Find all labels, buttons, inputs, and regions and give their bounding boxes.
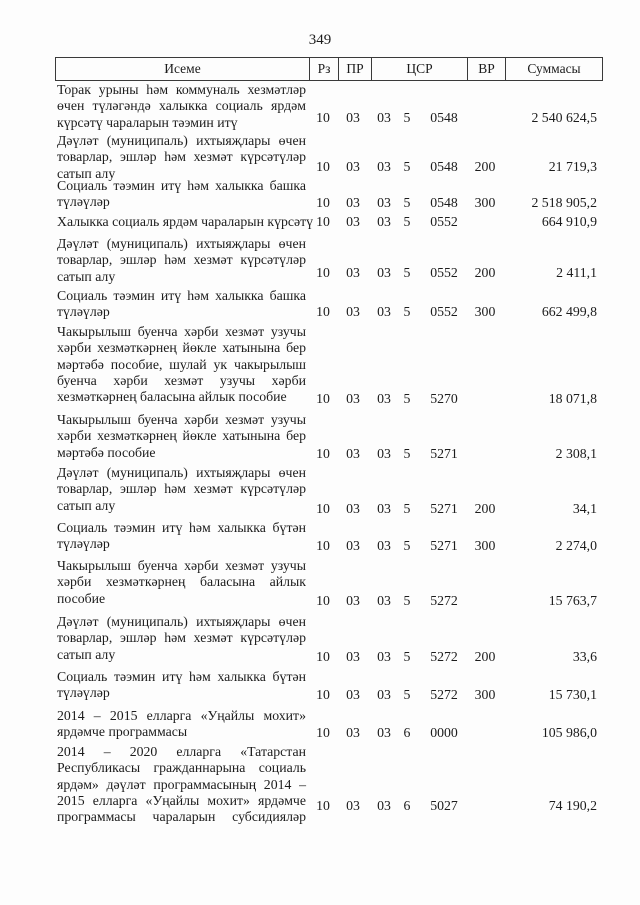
csr-section-cell: 03	[377, 446, 391, 461]
row-name-line: түләүләр	[57, 194, 110, 210]
sum-cell: 664 910,9	[541, 214, 597, 229]
row-name-line: ярдәм» дәүләт программасының 2014 –	[57, 776, 306, 792]
header-pr: ПР	[338, 58, 371, 80]
rz-cell: 10	[316, 304, 330, 319]
rz-cell: 10	[316, 265, 330, 280]
csr-code-cell: 0548	[430, 195, 458, 210]
vr-cell	[468, 593, 502, 609]
sum-cell: 74 190,2	[548, 798, 597, 813]
csr-section-cell: 03	[377, 798, 391, 813]
rz-cell: 10	[316, 649, 330, 664]
row-name-line: 2015 елларга «Уңайлы мохит» ярдәмче	[57, 792, 306, 808]
csr-program-cell: 5	[403, 649, 411, 664]
vr-cell	[468, 725, 502, 741]
vr-cell: 200	[474, 265, 496, 280]
pr-cell: 03	[346, 446, 360, 461]
csr-code-cell: 5272	[430, 649, 458, 664]
csr-code-cell: 0552	[430, 265, 458, 280]
csr-code-cell: 5271	[430, 501, 458, 516]
csr-program-cell: 5	[403, 265, 411, 280]
sum-cell: 33,6	[572, 649, 597, 664]
csr-section-cell: 03	[377, 538, 391, 553]
sum-cell: 662 499,8	[541, 304, 597, 319]
row-name-line: буенча хәрби хезмәт узучы хәрби	[57, 372, 306, 388]
pr-cell: 03	[346, 265, 360, 280]
row-name	[57, 412, 306, 461]
csr-code-cell: 0548	[430, 110, 458, 125]
row-name-line: Дәүләт (муниципаль) ихтыяҗлары өчен	[57, 465, 306, 480]
row-name	[57, 614, 306, 663]
sum-cell: 2 274,0	[555, 538, 597, 553]
pr-cell: 03	[346, 214, 360, 229]
row-name-line: түләүләр	[57, 536, 110, 552]
pr-cell: 03	[346, 687, 360, 702]
rz-cell: 10	[316, 501, 330, 516]
pr-cell: 03	[346, 798, 360, 813]
rz-cell: 10	[316, 446, 330, 461]
row-name-line: 2014 – 2020 елларга «Татарстан	[57, 744, 306, 759]
vr-cell	[468, 110, 502, 126]
row-name	[57, 133, 306, 182]
vr-cell	[468, 214, 502, 230]
pr-cell: 03	[346, 593, 360, 608]
row-name-line: Чакырылыш буенча хәрби хезмәт узучы	[57, 558, 306, 573]
row-name	[57, 324, 306, 405]
csr-section-cell: 03	[377, 501, 391, 516]
pr-cell: 03	[346, 195, 360, 210]
row-name-line: ярдәмче программасы	[57, 724, 188, 740]
row-name-line: Халыкка социаль ярдәм чараларын күрсәтү	[57, 214, 314, 229]
csr-program-cell: 5	[403, 195, 411, 210]
pr-cell: 03	[346, 304, 360, 319]
row-name	[57, 558, 306, 607]
csr-section-cell: 03	[377, 159, 391, 174]
csr-code-cell: 0548	[430, 159, 458, 174]
sum-cell: 15 763,7	[548, 593, 597, 608]
csr-code-cell: 5270	[430, 391, 458, 406]
vr-cell	[468, 391, 502, 407]
row-name	[57, 465, 306, 514]
vr-cell: 300	[474, 195, 496, 210]
row-name	[57, 236, 306, 285]
row-name	[57, 288, 306, 321]
row-name-line: пособие	[57, 590, 106, 606]
row-name-line: сатып алу	[57, 497, 116, 513]
row-name-line: Республикасы гражданнарына социаль	[57, 760, 306, 776]
rz-cell: 10	[316, 391, 330, 406]
csr-code-cell: 0000	[430, 725, 458, 740]
header-rz: Рз	[309, 58, 338, 80]
csr-program-cell: 5	[403, 501, 411, 516]
row-name-line: түләүләр	[57, 304, 110, 320]
row-name-line: Чакырылыш буенча хәрби хезмәт узучы	[57, 324, 306, 339]
row-name-line: Дәүләт (муниципаль) ихтыяҗлары өчен	[57, 236, 306, 251]
row-name	[57, 708, 306, 741]
row-name	[57, 669, 306, 702]
csr-section-cell: 03	[377, 649, 391, 664]
csr-section-cell: 03	[377, 214, 391, 229]
row-name-line: Дәүләт (муниципаль) ихтыяҗлары өчен	[57, 614, 306, 629]
csr-section-cell: 03	[377, 195, 391, 210]
row-name-line: товарлар, эшләр һәм хезмәт күрсәтүләр	[57, 252, 306, 268]
csr-section-cell: 03	[377, 725, 391, 740]
csr-code-cell: 5027	[430, 798, 458, 813]
vr-cell: 200	[474, 501, 496, 516]
csr-program-cell: 5	[403, 446, 411, 461]
row-name-line: өчен түләгәндә халыкка социаль ярдәм	[57, 98, 306, 114]
row-name-line: сатып алу	[57, 268, 116, 284]
vr-cell: 300	[474, 687, 496, 702]
row-name-line: түләүләр	[57, 685, 110, 701]
vr-cell: 300	[474, 304, 496, 319]
rz-cell: 10	[316, 538, 330, 553]
row-name-line: сатып алу	[57, 165, 116, 181]
row-name-line: Дәүләт (муниципаль) ихтыяҗлары өчен	[57, 133, 306, 148]
row-name-line: Социаль тәэмин итү һәм халыкка башка	[57, 288, 306, 303]
row-name	[57, 520, 306, 553]
table-header	[55, 57, 603, 81]
csr-section-cell: 03	[377, 687, 391, 702]
csr-code-cell: 0552	[430, 214, 458, 229]
vr-cell: 300	[474, 538, 496, 553]
pr-cell: 03	[346, 391, 360, 406]
rz-cell: 10	[316, 687, 330, 702]
rz-cell: 10	[316, 110, 330, 125]
row-name-line: 2014 – 2015 елларга «Уңайлы мохит»	[57, 708, 306, 723]
page-number: 349	[308, 32, 332, 48]
vr-cell	[468, 446, 502, 462]
pr-cell: 03	[346, 725, 360, 740]
row-name-line: товарлар, эшләр һәм хезмәт күрсәтүләр	[57, 630, 306, 646]
row-name-line: хәрби хезмәткәрнең йөкле хатынына бер	[57, 428, 306, 444]
row-name-line: Социаль тәэмин итү һәм халыкка бүтән	[57, 669, 306, 684]
row-name	[57, 214, 314, 230]
csr-code-cell: 5272	[430, 687, 458, 702]
header-vr: ВР	[467, 58, 505, 80]
rz-cell: 10	[316, 195, 330, 210]
row-name-line: күрсәтү чараларын тәэмин итү	[57, 114, 238, 130]
sum-cell: 2 540 624,5	[531, 110, 597, 125]
csr-program-cell: 5	[403, 538, 411, 553]
header-name: Исеме	[164, 61, 201, 76]
row-name-line: мәртәбә пособие	[57, 444, 156, 460]
sum-cell: 2 308,1	[555, 446, 597, 461]
sum-cell: 18 071,8	[548, 391, 597, 406]
vr-cell: 200	[474, 159, 496, 174]
csr-section-cell: 03	[377, 265, 391, 280]
csr-code-cell: 0552	[430, 304, 458, 319]
csr-program-cell: 6	[403, 725, 411, 740]
sum-cell: 2 411,1	[556, 265, 597, 280]
pr-cell: 03	[346, 110, 360, 125]
row-name-line: хәрби хезмәткәрнең баласына айлык	[57, 574, 306, 590]
rz-cell: 10	[316, 159, 330, 174]
row-name-line: Торак урыны һәм коммуналь хезмәтләр	[57, 82, 306, 97]
row-name-line: Социаль тәэмин итү һәм халыкка бүтән	[57, 520, 306, 535]
row-name-line: хәрби хезмәткәрнең йөкле хатынына бер	[57, 340, 306, 356]
pr-cell: 03	[346, 501, 360, 516]
sum-cell: 105 986,0	[541, 725, 597, 740]
csr-code-cell: 5272	[430, 593, 458, 608]
row-name	[57, 178, 306, 211]
row-name-line: хезмәткәрнең баласына айлык пособие	[57, 389, 287, 405]
csr-section-cell: 03	[377, 304, 391, 319]
csr-section-cell: 03	[377, 391, 391, 406]
pr-cell: 03	[346, 159, 360, 174]
csr-program-cell: 6	[403, 798, 411, 813]
csr-program-cell: 5	[403, 110, 411, 125]
sum-cell: 15 730,1	[548, 687, 597, 702]
sum-cell: 2 518 905,2	[531, 195, 597, 210]
row-name-line: программасы чараларын субсидияләр	[57, 809, 306, 825]
rz-cell: 10	[316, 593, 330, 608]
pr-cell: 03	[346, 538, 360, 553]
row-name-line: Социаль тәэмин итү һәм халыкка башка	[57, 178, 306, 193]
vr-cell	[468, 798, 502, 814]
csr-program-cell: 5	[403, 214, 411, 229]
csr-code-cell: 5271	[430, 538, 458, 553]
vr-cell: 200	[474, 649, 496, 664]
row-name-line: товарлар, эшләр һәм хезмәт күрсәтүләр	[57, 481, 306, 497]
csr-section-cell: 03	[377, 593, 391, 608]
row-name-line: сатып алу	[57, 646, 116, 662]
rz-cell: 10	[316, 214, 330, 229]
header-csr: ЦСР	[371, 58, 467, 80]
row-name-line: мәртәбә пособие, шулай ук чакырылыш	[57, 356, 306, 372]
sum-cell: 34,1	[572, 501, 597, 516]
row-name	[57, 82, 306, 131]
sum-cell: 21 719,3	[548, 159, 597, 174]
header-sum: Суммасы	[505, 58, 602, 80]
row-name-line: товарлар, эшләр һәм хезмәт күрсәтүләр	[57, 149, 306, 165]
csr-program-cell: 5	[403, 304, 411, 319]
csr-program-cell: 5	[403, 391, 411, 406]
row-name-line: Чакырылыш буенча хәрби хезмәт узучы	[57, 412, 306, 427]
pr-cell: 03	[346, 649, 360, 664]
row-name	[57, 744, 306, 825]
rz-cell: 10	[316, 725, 330, 740]
csr-section-cell: 03	[377, 110, 391, 125]
csr-program-cell: 5	[403, 687, 411, 702]
csr-program-cell: 5	[403, 159, 411, 174]
csr-program-cell: 5	[403, 593, 411, 608]
csr-code-cell: 5271	[430, 446, 458, 461]
rz-cell: 10	[316, 798, 330, 813]
